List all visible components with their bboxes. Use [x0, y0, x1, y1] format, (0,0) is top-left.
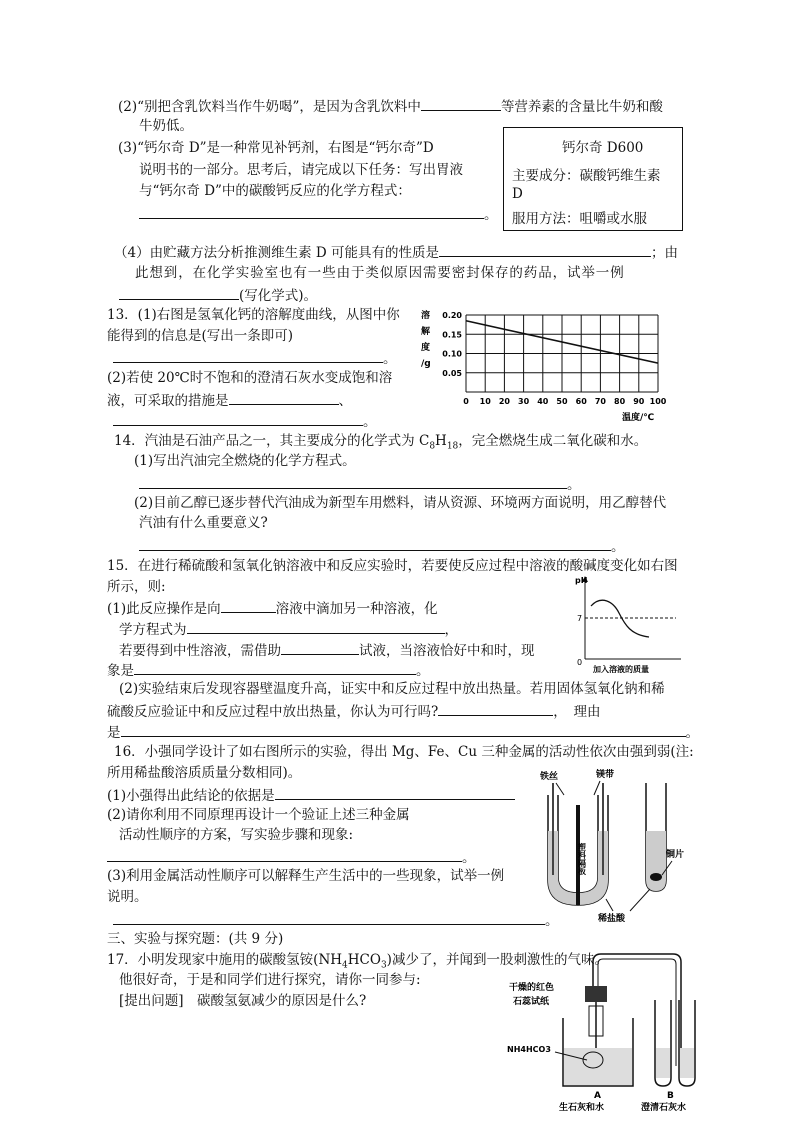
q12-part4-line3: (写化学式)。 [119, 285, 317, 305]
calcium-box-ingredients: 主要成分：碳酸钙维生素 [512, 168, 661, 184]
q16-line2: 所用稀盐酸溶质质量分数相同)。 [107, 765, 302, 781]
q15-part1-eq: 学方程式为 ， [119, 619, 458, 639]
nh4hco3-label: NH4HCO3 [507, 1045, 551, 1054]
test-tube-b1-liquid [656, 1048, 670, 1078]
q17-question: [提出问题] 碳酸氢氨减少的原因是什么? [119, 993, 367, 1009]
chart-ylabel-2: 解 [421, 327, 431, 337]
ph-x-label: 加入溶液的质量 [593, 665, 649, 673]
q13-line1: 13．(1)右图是氢氧化钙的溶解度曲线，从图中你 [107, 307, 400, 323]
ph-label: pH [575, 576, 588, 585]
q13-line6: 。 [113, 411, 377, 431]
q13-line5: 液，可采取的措施是 、 [107, 390, 352, 410]
answer-blank[interactable] [119, 285, 239, 300]
q15-part1-indicator: 若要得到中性溶液，需借助 试液，当溶液恰好中和时，现 [119, 640, 535, 660]
q16-line1: 16．小强同学设计了如右图所示的实验，得出 Mg、Fe、Cu 三种金属的活动性依次由强到弱(注: [114, 744, 694, 760]
y-tick-label: 0.10 [442, 349, 462, 359]
answer-blank[interactable] [113, 411, 363, 426]
q14-part1: (1)写出汽油完全燃烧的化学方程式。 [134, 453, 356, 469]
answer-blank[interactable] [229, 390, 339, 405]
q16-part3: (3)利用金属活动性顺序可以解释生产生活中的一些现象，试举一例 [107, 868, 505, 884]
x-tick-label: 10 [479, 397, 491, 406]
calcium-box-ingredients-cont: D [512, 186, 523, 202]
answer-blank[interactable] [139, 474, 567, 489]
calcium-box-usage: 服用方法：咀嚼或水服 [512, 211, 647, 227]
calcium-label-box [503, 127, 683, 231]
q13-line4: (2)若使 20℃时不饱和的澄清石灰水变成饱和溶 [107, 370, 393, 386]
chart-xlabel: 温度/℃ [622, 413, 655, 423]
answer-blank[interactable] [134, 660, 416, 675]
q12-part2-cont: 牛奶低。 [139, 118, 193, 134]
test-tube-b2-liquid [680, 1048, 694, 1078]
apparatus-a-letter: A [594, 1091, 601, 1101]
x-tick-label: 20 [498, 397, 510, 406]
q13-line2: 能得到的信息是(写出一条即可) [107, 328, 294, 344]
q16-part2-answer: 。 [107, 847, 476, 867]
chart-y-ticks [442, 311, 462, 378]
q16-part1: (1)小强得出此结论的依据是 [107, 785, 515, 805]
x-tick-label: 60 [575, 397, 587, 406]
q17-line1: 17．小明发现家中施用的碳酸氢铵$(NH_4HCO_3)$减少了，并闻到一股刺激性的气味。 [107, 952, 608, 971]
q16-part3-answer: 。 [113, 910, 559, 930]
q15-part1: (1)此反应操作是向 溶液中滴加另一种溶液，化 [107, 598, 438, 618]
hcl-label: 稀盐酸 [598, 914, 626, 924]
stopper [585, 986, 607, 1002]
x-tick-label: 50 [556, 397, 568, 406]
q15-part1-phenomenon: 象是 。 [107, 660, 430, 680]
calcium-box-title: 钙尔奇 D600 [562, 140, 644, 156]
chart-ylabel-3: 度 [421, 343, 431, 353]
magnesium-pointer [594, 781, 600, 795]
q16-part3-cont: 说明。 [107, 889, 148, 905]
test-tube-liquid [646, 831, 666, 891]
x-tick-label: 80 [614, 397, 626, 406]
q14-part2-answer: 。 [139, 536, 625, 556]
answer-blank[interactable] [421, 96, 501, 111]
q16-part2-cont: 活动性顺序的方案，写实验步骤和现象: [119, 827, 354, 843]
ph-seven: 7 [577, 614, 583, 623]
hcl-pointer-left [606, 899, 613, 911]
answer-blank[interactable] [139, 536, 611, 551]
x-tick-label: 100 [649, 397, 667, 406]
q12-part4-line2: 此想到，在化学实验室也有一些由于类似原因需要密封保存的药品，试举一例 [135, 265, 625, 281]
y-tick-label: 0.05 [442, 368, 462, 378]
answer-blank[interactable] [187, 619, 445, 634]
q13-line3: 。 [113, 348, 397, 368]
q15-line1: 15．在进行稀硫酸和氢氧化钠溶液中和反应实验时，若要使反应过程中溶液的酸碱度变化如右图 [107, 558, 678, 574]
q15-part2: (2)实验结束后发现容器壁温度升高，证实中和反应过程中放出热量。若用固体氢氧化钠和稀 [119, 681, 665, 697]
apparatus-a-label: 生石灰和水 [559, 1103, 605, 1113]
q12-part2: (2)“别把含乳饮料当作牛奶喝”，是因为含乳饮料中 等营养素的含量比牛奶和酸 [118, 96, 663, 116]
section3-title: 三、实验与探究题：(共 9 分) [107, 931, 284, 947]
q15-part2-reason: 是 。 [107, 722, 699, 742]
x-tick-label: 0 [463, 397, 469, 406]
answer-blank[interactable] [439, 242, 651, 257]
q12-part4-line1: （4）由贮藏方法分析推测维生素 D 可能具有的性质是 ；由 [114, 242, 678, 262]
answer-blank[interactable] [438, 701, 553, 716]
q15-line2: 所示，则: [107, 579, 166, 595]
q12-part3-line2: 说明书的一部分。思考后，请完成以下任务：写出胃液 [139, 162, 463, 178]
apparatus-b-label: 澄清石灰水 [641, 1103, 687, 1113]
answer-blank[interactable] [221, 598, 276, 613]
x-tick-label: 70 [594, 397, 606, 406]
q14-line1: 14．汽油是石油产品之一，其主要成分的化学式为 $C_8H_{18}$，完全燃烧生成二氧化碳和水。 [114, 433, 648, 452]
magnesium-ribbon-label: 镁带 [596, 770, 615, 780]
ph-curve-figure [571, 573, 689, 673]
q15-part2-cont: 硫酸反应验证中和反应过程中放出热量，你认为可行吗? ， 理由 [107, 701, 601, 721]
partition-label: 塑料隔板 [577, 843, 587, 875]
litmus-label-2: 石蕊试纸 [513, 997, 550, 1007]
ph-zero: 0 [577, 658, 583, 667]
copper-plate [650, 873, 662, 881]
x-tick-label: 30 [518, 397, 530, 406]
x-tick-label: 90 [633, 397, 645, 406]
litmus-label-1: 干燥的红色 [509, 983, 555, 993]
ph-curve [591, 600, 649, 637]
copper-plate-label: 铜片 [666, 850, 685, 860]
answer-blank[interactable] [281, 640, 359, 655]
q16-part2: (2)请你利用不同原理再设计一个验证上述三种金属 [107, 807, 410, 823]
q12-part3-line3: 与“钙尔奇 D”中的碳酸钙反应的化学方程式： [139, 183, 411, 199]
iron-wire-label: 铁丝 [540, 772, 559, 782]
answer-blank[interactable] [121, 722, 686, 737]
y-tick-label: 0.20 [442, 311, 462, 320]
chart-x-ticks [463, 397, 667, 406]
answer-blank[interactable] [113, 910, 545, 925]
x-tick-label: 40 [537, 397, 549, 406]
q12-part3-answer: 。 [139, 204, 498, 224]
q14-part2-cont: 汽油有什么重要意义? [139, 515, 268, 531]
q12-part3-line1: (3)“钙尔奇 D”是一种常见补钙剂，右图是“钙尔奇”D [118, 140, 434, 156]
chart-ylabel-4: /g [421, 359, 431, 369]
q14-part2: (2)目前乙醇已逐步替代汽油成为新型车用燃料，请从资源、环境两方面说明，用乙醇替代 [134, 495, 667, 511]
metal-activity-apparatus [538, 765, 693, 925]
ammonium-experiment-apparatus [505, 948, 700, 1114]
answer-blank[interactable] [139, 204, 484, 219]
q14-part1-answer: 。 [139, 474, 581, 494]
chart-ylabel-1: 溶 [421, 311, 431, 321]
hcl-pointer-right [630, 889, 650, 911]
iron-pointer [556, 783, 564, 795]
answer-blank[interactable] [275, 785, 515, 800]
answer-blank[interactable] [107, 847, 462, 862]
q17-line2: 他很好奇，于是和同学们进行探究，请你一同参与: [119, 972, 421, 988]
solubility-chart [418, 306, 680, 424]
y-tick-label: 0.15 [442, 330, 462, 340]
answer-blank[interactable] [113, 348, 383, 363]
apparatus-b-letter: B [667, 1091, 674, 1101]
